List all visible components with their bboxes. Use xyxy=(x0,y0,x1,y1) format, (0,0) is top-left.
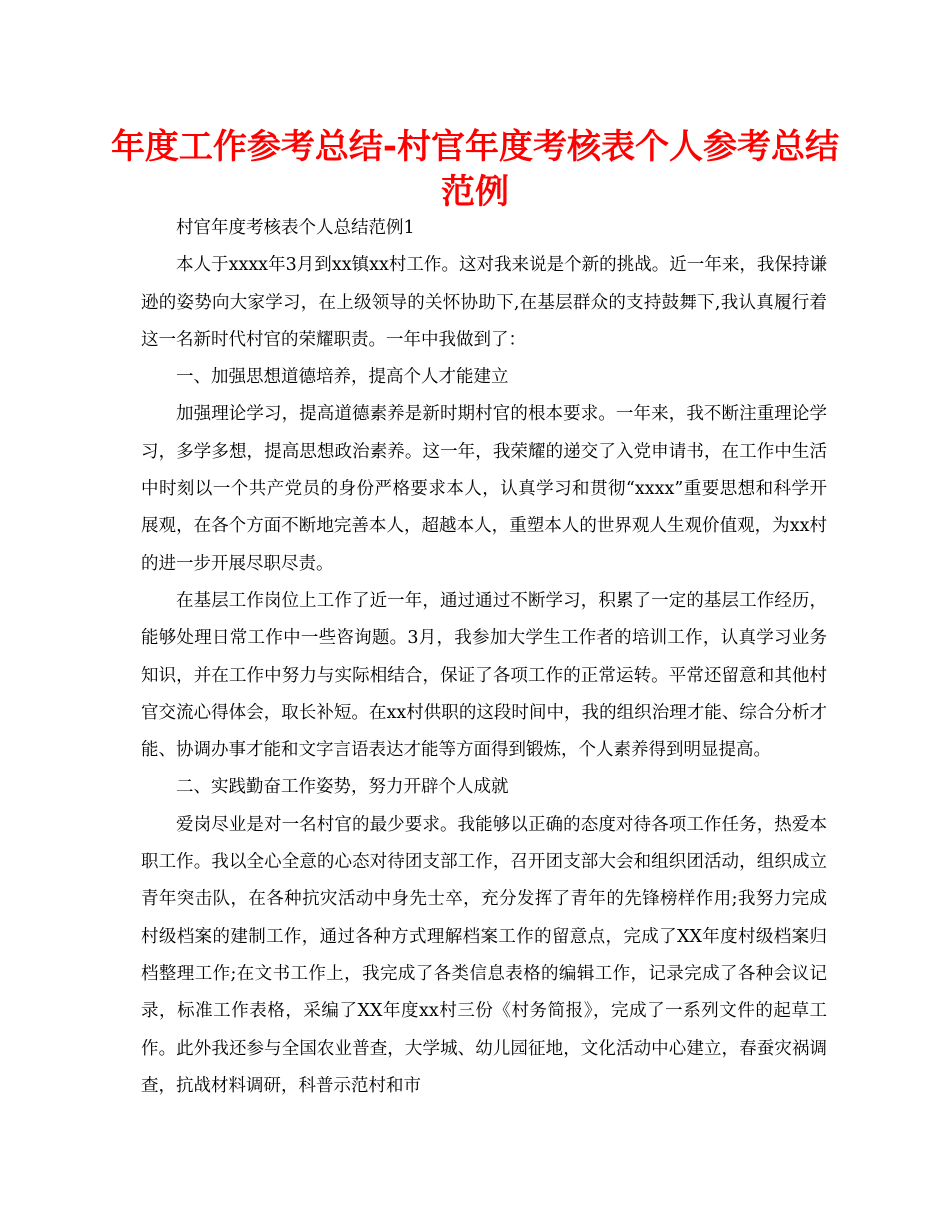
body-paragraph: 本人于xxxx年3月到xx镇xx村工作。这对我来说是个新的挑战。近一年来，我保持谦逊的姿势向大家学习，在上级领导的关怀协助下,在基层群众的支持鼓舞下,我认真履行着这一名新时代村官的荣耀职责。一年中我做到了： xyxy=(141,255,827,350)
body-paragraph: 加强理论学习，提高道德素养是新时期村官的根本要求。一年来，我不断注重理论学习，多学多想，提高思想政治素养。这一年，我荣耀的递交了入党申请书，在工作中生活中时刻以一个共产党员的身份严格要求本人，认真学习和贯彻“xxxx”重要思想和科学开展观，在各个方面不断地完善本人，超越本人，重塑本人的世界观人生观价值观，为xx村的进一步开展尽职尽责。 xyxy=(141,404,827,574)
document-body xyxy=(141,210,827,1105)
document-title-line-2: 范例 xyxy=(441,172,509,212)
body-paragraph: 爱岗尽业是对一名村官的最少要求。我能够以正确的态度对待各项工作任务，热爱本职工作。我以全心全意的心态对待团支部工作，召开团支部大会和组织团活动，组织成立青年突击队，在各种抗灾活动中身先士卒，充分发挥了青年的先锋榜样作用;我努力完成村级档案的建制工作，通过各种方式理解档案工作的留意点，完成了XX年度村级档案归档整理工作;在文书工作上，我完成了各类信息表格的编辑工作，记录完成了各种会议记录，标准工作表格，采编了XX年度xx村三份《村务简报》，完成了一系列文件的起草工作。此外我还参与全国农业普查，大学城、幼儿园征地，文化活动中心建立，春蚕灾祸调查，抗战材料调研，科普示范村和市 xyxy=(141,814,827,1096)
body-paragraph: 在基层工作岗位上工作了近一年，通过通过不断学习，积累了一定的基层工作经历，能够处理日常工作中一些咨询题。3月，我参加大学生工作者的培训工作，认真学习业务知识，并在工作中努力与实际相结合，保证了各项工作的正常运转。平常还留意和其他村官交流心得体会，取长补短。在xx村供职的这段时间中，我的组织治理才能、综合分析才能、协调办事才能和文字言语表达才能等方面得到锻炼，个人素养得到明显提高。 xyxy=(141,590,827,761)
document-title-line-1: 年度工作参考总结-村官年度考核表个人参考总结 xyxy=(110,127,840,167)
section-heading: 二、实践勤奋工作姿势，努力开辟个人成就 xyxy=(176,777,509,798)
section-heading: 村官年度考核表个人总结范例1 xyxy=(176,218,415,238)
section-heading: 一、加强思想道德培养，提高个人才能建立 xyxy=(176,367,509,388)
